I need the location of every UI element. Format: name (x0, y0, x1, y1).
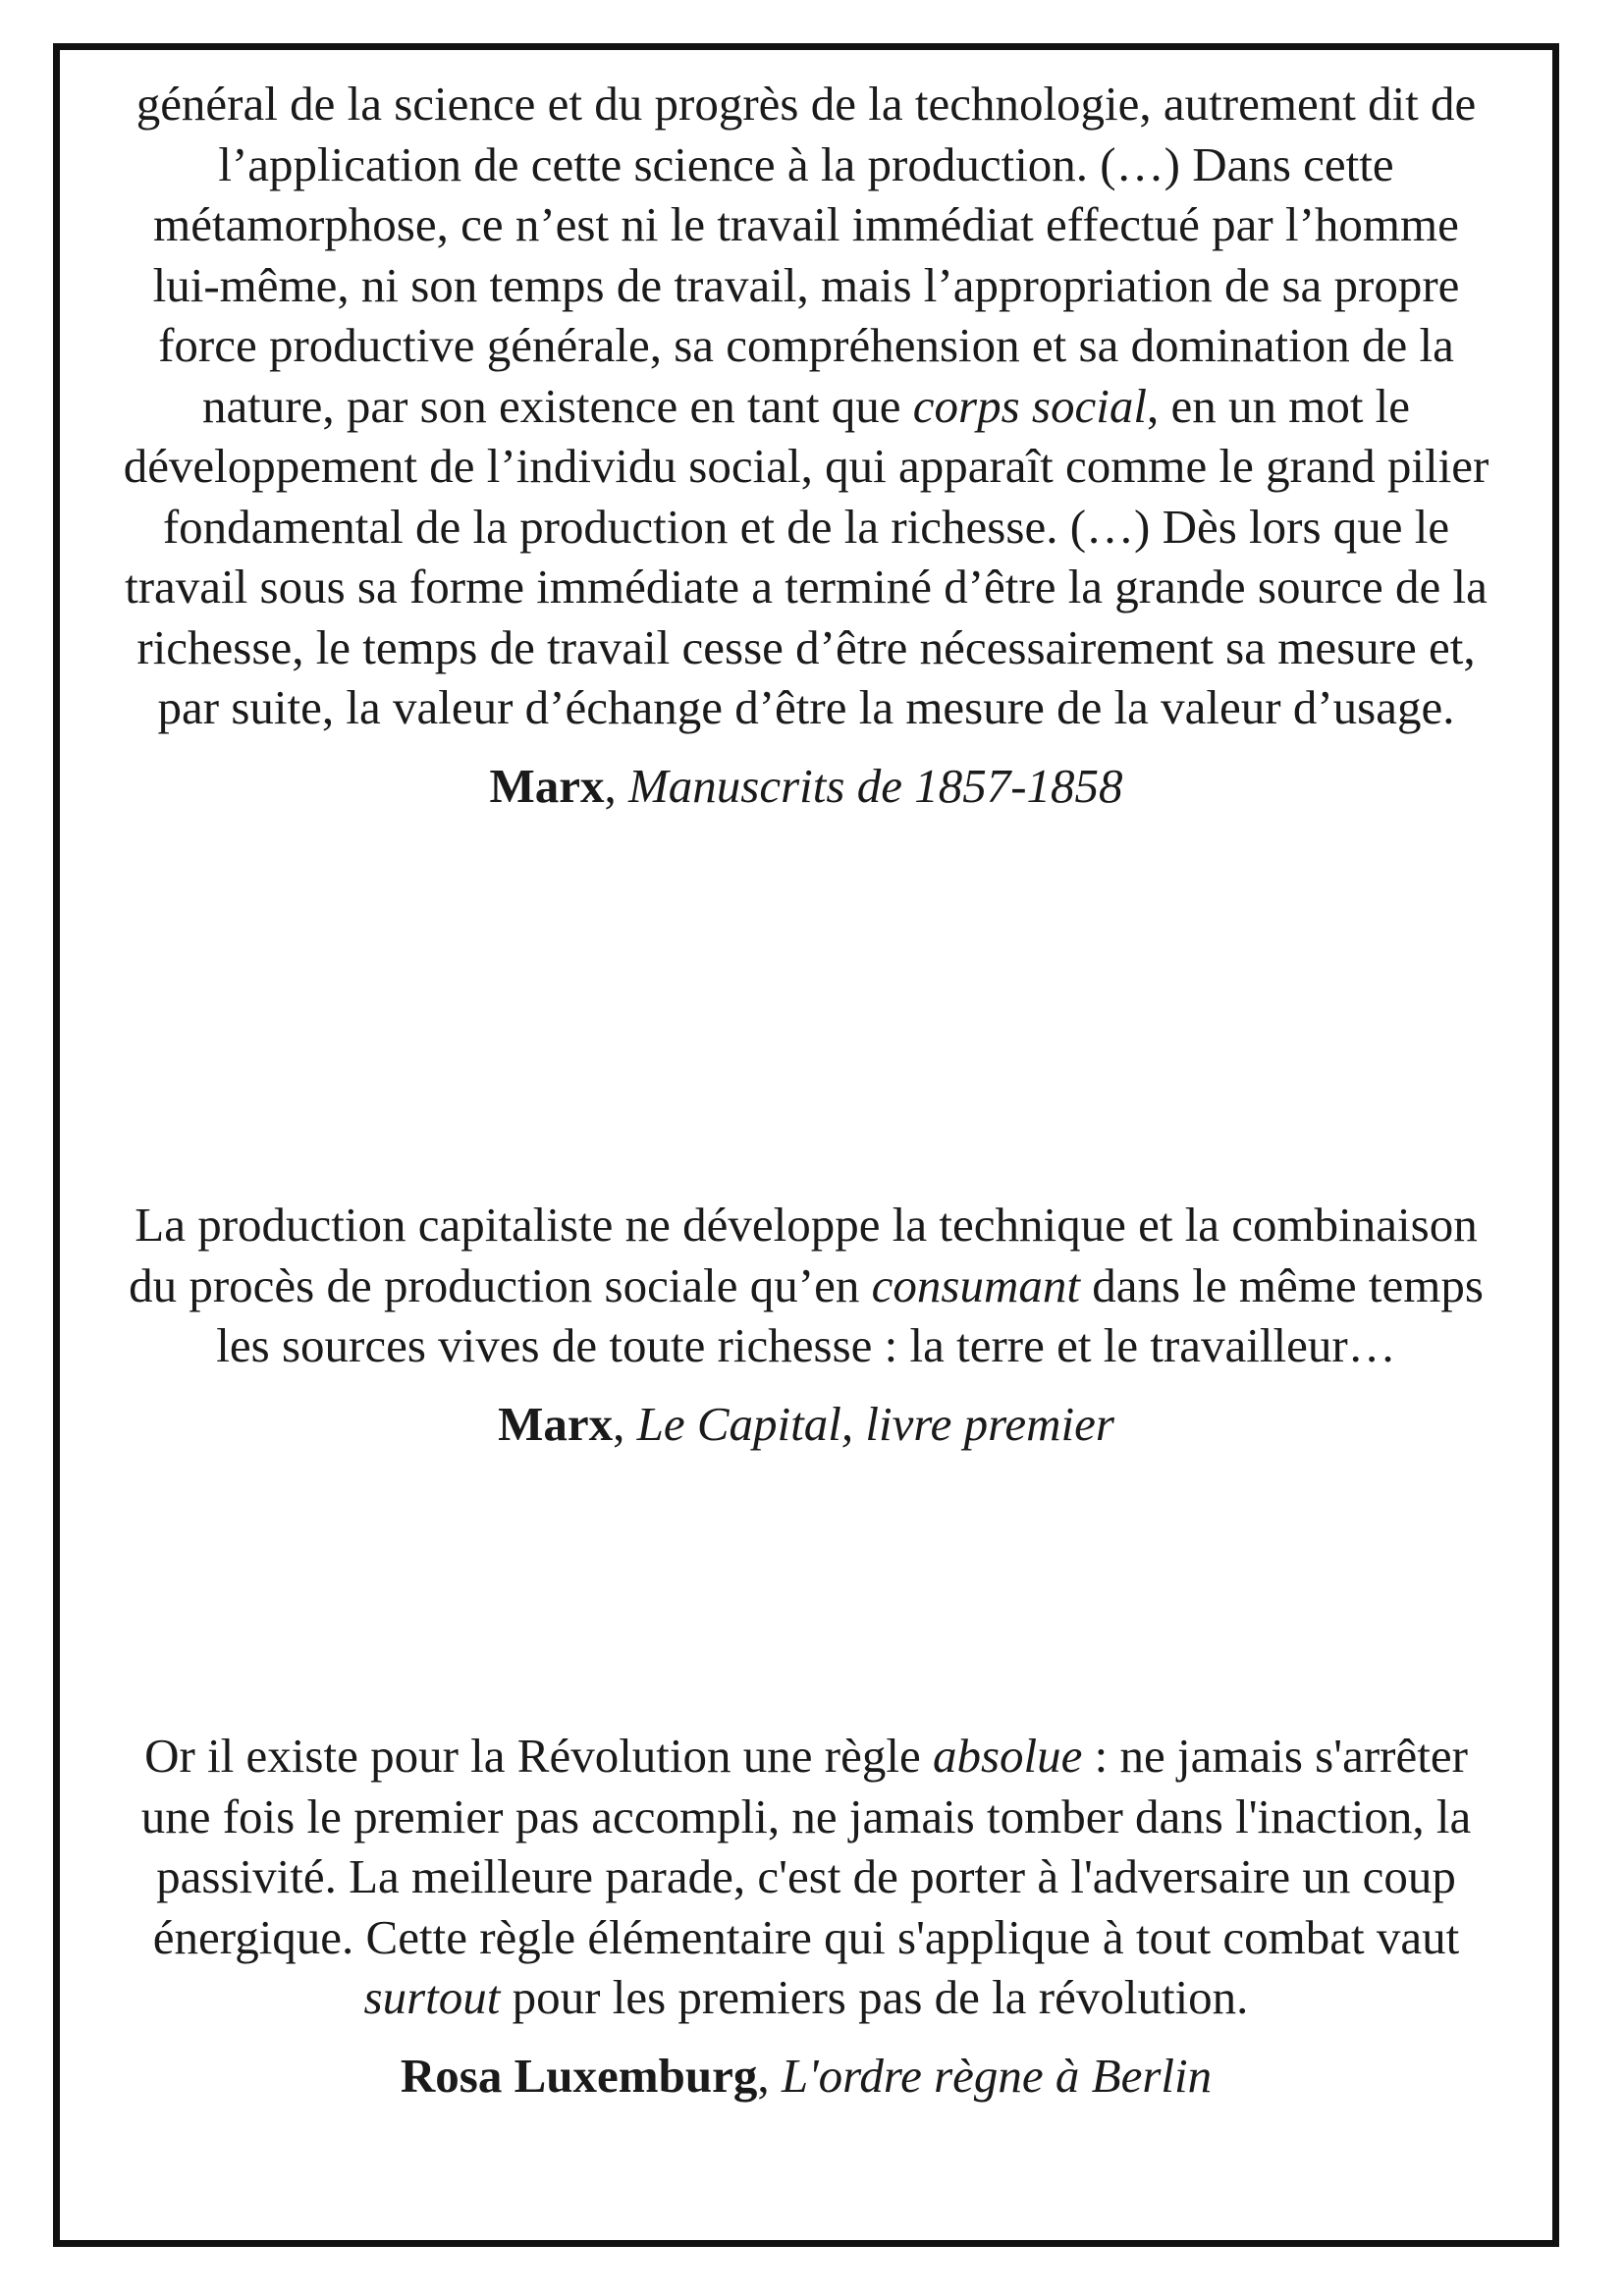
quote-text-segment: général de la science et du progrès de la technologie, autrement dit de l’application de cette science à la production. (…) Dans cette métamorphose, ce n’est ni le travail immédiat effectué par l’homme lui-même, ni son temps de travail, mais l’appropriation de sa propre force productive générale, sa compréhension et sa domination de la nature, par son existence en tant que (135, 77, 1477, 433)
quote-text-segment: Or il existe pour la Révolution une règle (144, 1729, 933, 1783)
page-frame (53, 43, 1559, 2247)
attribution-work: L'ordre règne à Berlin (781, 2048, 1213, 2103)
attribution-work: Le Capital, livre premier (636, 1396, 1114, 1451)
quote-emphasis: corps social (912, 378, 1147, 433)
attribution (119, 2046, 1493, 2106)
attribution-author: Rosa Luxemburg (400, 2048, 758, 2103)
quote-emphasis: surtout (363, 1970, 501, 2024)
attribution-author: Marx (498, 1396, 614, 1451)
attribution-work: Manuscrits de 1857-1858 (627, 758, 1123, 813)
attribution (119, 1394, 1493, 1454)
quote-text (119, 74, 1493, 738)
attribution-separator: , (757, 2048, 782, 2103)
quote-text-segment: pour les premiers pas de la révolution. (500, 1970, 1249, 2024)
attribution-separator: , (604, 758, 628, 813)
attribution-author: Marx (489, 758, 605, 813)
quote-text-segment: : ne jamais s'arrêter une fois le premier pas accompli, ne jamais tomber dans l'inaction, la passivité. La meilleure parade, c'est de porter à l'adversaire un coup énergique. Cette règle élémentaire qui s'applique à tout combat vaut (140, 1729, 1472, 1964)
attribution-separator: , (613, 1396, 637, 1451)
quote-text-segment: dans le même temps les sources vives de toute richesse : la terre et le travailleur… (216, 1257, 1484, 1372)
quote-emphasis: absolue (932, 1729, 1083, 1783)
quote-emphasis: consumant (871, 1257, 1080, 1312)
attribution (119, 756, 1493, 816)
quote-marx-capital (119, 1195, 1493, 1454)
quote-text-segment: , en un mot le développement de l’individu social, qui apparaît comme le grand pilier fondamental de la production et de la richesse. (…) Dès lors que le travail sous sa forme immédiate a terminé d’être la grande source de la richesse, le temps de travail cesse d’être nécessairement sa mesure et, par suite, la valeur d’échange d’être la mesure de la valeur d’usage. (123, 378, 1489, 734)
quote-text (119, 1726, 1493, 2028)
quote-marx-manuscrits (119, 74, 1493, 816)
quote-luxemburg (119, 1726, 1493, 2106)
quote-text (119, 1195, 1493, 1376)
quote-text-segment: La production capitaliste ne développe la technique et la combinaison du procès de production sociale qu’en (129, 1198, 1478, 1312)
